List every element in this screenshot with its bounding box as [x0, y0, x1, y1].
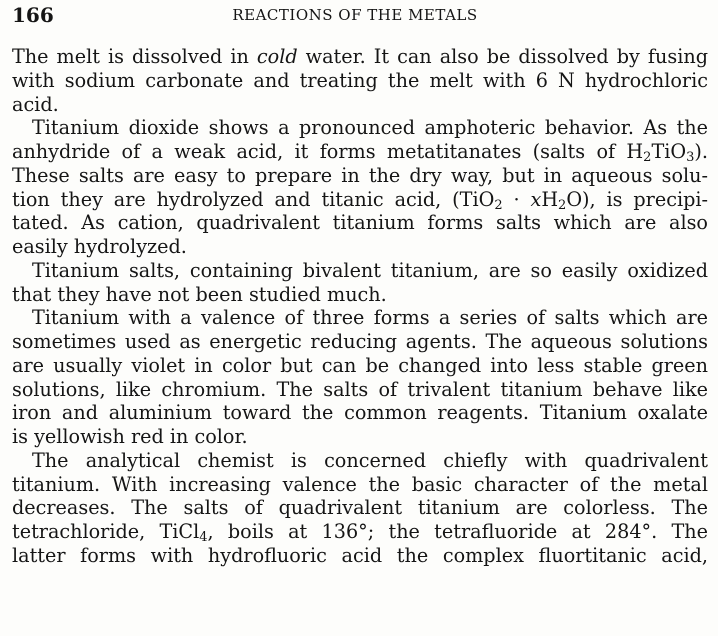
page-header [12, 3, 698, 29]
paragraph-5 [12, 449, 708, 568]
text-line: easily hydrolyzed. [12, 235, 187, 258]
text-line: tion they are hydrolyzed and titanic acid, $(TiO_2 \cdot xH_2O)$, is precipi- [12, 187, 708, 213]
text-line: anhydride of a weak acid, it forms metatitanates (salts of $H_2TiO_3$). [12, 140, 708, 165]
text-line: iron and aluminium toward the common reagents. Titanium oxalate [12, 401, 708, 425]
text-line: latter forms with hydrofluoric acid the complex fluortitanic acid, [12, 543, 708, 567]
text-line: Titanium dioxide shows a pronounced amphoteric behavior. As the [32, 116, 708, 140]
text-line: The analytical chemist is concerned chiefly with quadrivalent [32, 448, 708, 472]
text-line: The melt is dissolved in cold water. It can also be dissolved by fusing [12, 45, 708, 68]
paragraph-3 [12, 259, 708, 307]
text-line: These salts are easy to prepare in the dry way, but in aqueous solu- [12, 163, 708, 187]
text-line: is yellowish red in color. [12, 425, 248, 448]
text-line: titanium. With increasing valence the basic character of the metal [12, 472, 708, 496]
text-line: tated. As cation, quadrivalent titanium forms salts which are also [12, 211, 708, 235]
text-line: decreases. The salts of quadrivalent titanium are colorless. The [12, 496, 708, 520]
page-number: 166 [12, 3, 54, 27]
text-line: acid. [12, 92, 59, 116]
text-line: sometimes used as energetic reducing agents. The aqueous solutions [12, 330, 708, 353]
text-line: are usually violet in color but can be changed into less stable green [12, 353, 708, 377]
text-line: solutions, like chromium. The salts of trivalent titanium behave like [12, 377, 708, 401]
text-line: Titanium salts, containing bivalent titanium, are so easily oxidized [32, 258, 708, 282]
paragraph-1 [12, 45, 708, 116]
text-line: that they have not been studied much. [12, 282, 387, 306]
text-line: with sodium carbonate and treating the melt with 6 N hydrochloric [12, 68, 708, 92]
text-line: tetrachloride, TiCl$_4$, boils at 136°; the tetrafluoride at 284°. The [12, 520, 708, 545]
paragraph-2 [12, 116, 708, 259]
paragraph-4 [12, 306, 708, 449]
body-text [12, 45, 708, 568]
running-title: REACTIONS OF THE METALS [232, 6, 478, 24]
text-line: Titanium with a valence of three forms a series of salts which are [32, 306, 708, 330]
